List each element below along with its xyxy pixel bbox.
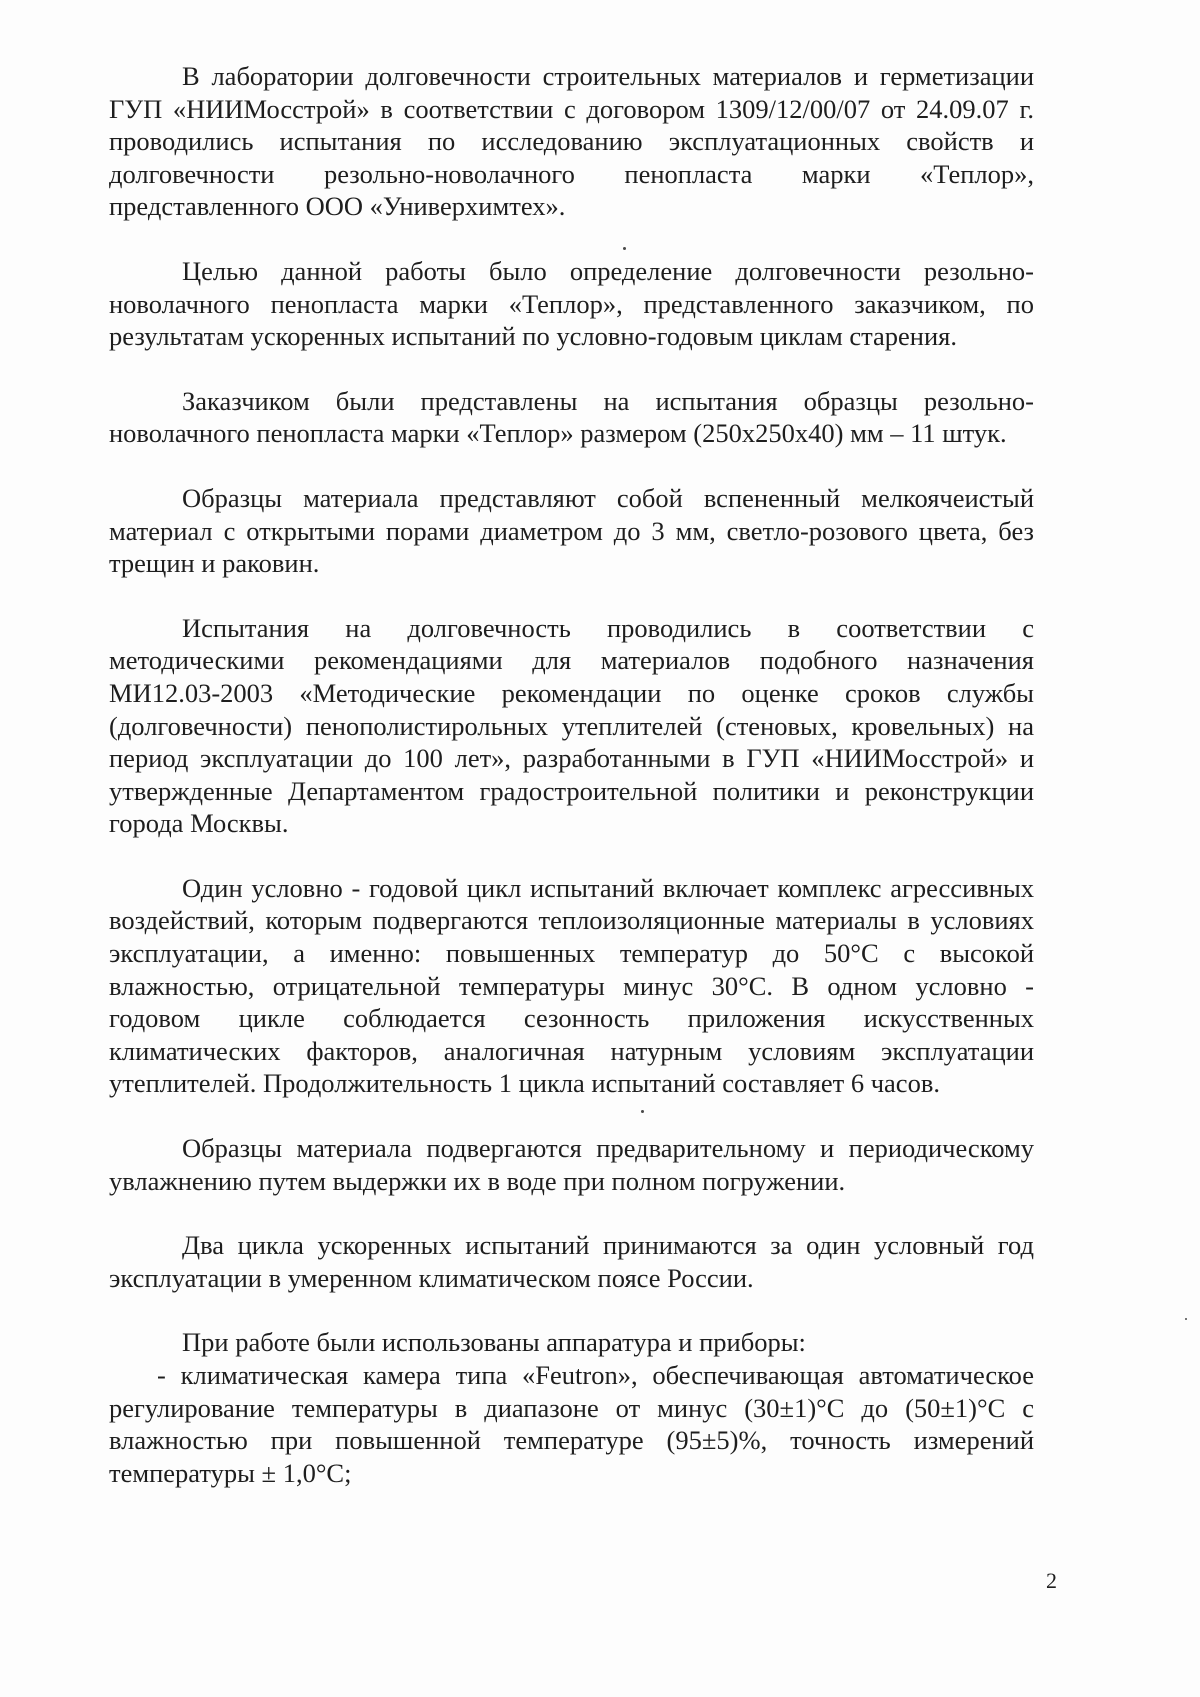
paragraph-work-goal: Целью данной работы было определение долговечности резольно-новолачного пенопласта марки «Теплор», представленного заказчиком, по результатам ускоренных испытаний по условно-годовым циклам старения. [109, 255, 1034, 352]
paragraph-test-method: Испытания на долговечность проводились в соответствии с методическими рекомендациями для материалов подобного назначения МИ12.03-2003 «Методические рекомендации по оценке сроков службы (долговечности) пенополистирольных утеплителей (стеновых, кровельных) на период эксплуатации до 100 лет», разработанными в ГУП «НИИМосстрой» и утвержденные Департаментом градостроительной политики и реконструкции города Москвы. [109, 612, 1034, 839]
list-item-climate-chamber: - климатическая камера типа «Feutron», обеспечивающая автоматическое регулирование температуры в диапазоне от минус (30±1)°С до (50±1)°С с влажностью при повышенной температуре (95±5)%, точность измерений температуры ± 1,0°С; [109, 1360, 1034, 1488]
scan-speck [623, 247, 626, 250]
paragraph-equipment-intro: При работе были использованы аппаратура и приборы: [182, 1327, 806, 1358]
paragraph-lab-contract: В лаборатории долговечности строительных материалов и герметизации ГУП «НИИМосстрой» в соответствии с договором 1309/12/00/07 от 24.09.07 г. проводились испытания по исследованию эксплуатационных свойств и долговечности резольно-новолачного пенопласта марки «Теплор», представленного ООО «Универхимтех». [109, 61, 1034, 222]
paragraph-test-cycle: Один условно - годовой цикл испытаний включает комплекс агрессивных воздействий, которым подвергаются теплоизоляционные материалы в условиях эксплуатации, а именно: повышенных температур до 50°С с высокой влажностью, отрицательной температуры минус 30°С. В одном условно - годовом цикле соблюдается сезонность приложения искусственных климатических факторов, аналогичная натурным условиям эксплуатации утеплителей. Продолжительность 1 цикла испытаний составляет 6 часов. [109, 872, 1034, 1099]
scan-speck [1185, 1318, 1187, 1320]
paragraph-moistening: Образцы материала подвергаются предварительному и периодическому увлажнению путем выдержки их в воде при полном погружении. [109, 1133, 1034, 1196]
paragraph-cycles-per-year: Два цикла ускоренных испытаний принимаются за один условный год эксплуатации в умеренном климатическом поясе России. [109, 1230, 1034, 1293]
scan-speck [641, 1110, 644, 1113]
paragraph-samples-provided: Заказчиком были представлены на испытания образцы резольно-новолачного пенопласта марки «Теплор» размером (250х250х40) мм – 11 штук. [109, 385, 1034, 449]
paragraph-samples-description: Образцы материала представляют собой вспененный мелкоячеистый материал с открытыми порами диаметром до 3 мм, светло-розового цвета, без трещин и раковин. [109, 482, 1034, 579]
page-number: 2 [1046, 1568, 1057, 1593]
document-body [109, 60, 1034, 1489]
